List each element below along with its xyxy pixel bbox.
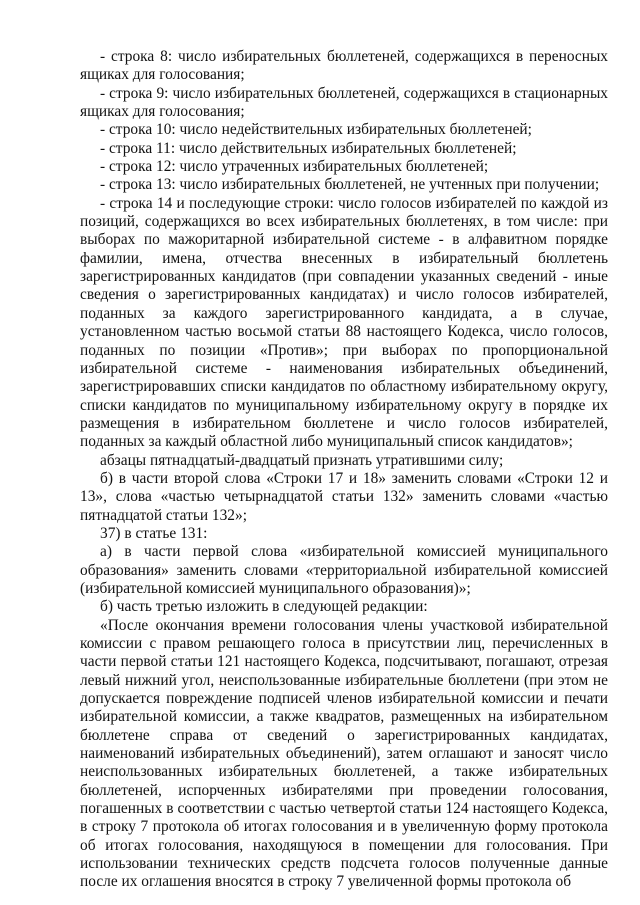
paragraph-article-131: 37) в статье 131: — [100, 524, 208, 542]
paragraph-part-three-intro: б) часть третью изложить в следующей редакции: — [100, 598, 428, 616]
document-page — [80, 48, 608, 892]
paragraph-line-12: - строка 12: число утраченных избирательных бюллетеней; — [100, 158, 489, 176]
paragraph-line-13: - строка 13: число избирательных бюллетеней, не учтенных при получении; — [100, 176, 600, 194]
paragraph-line-11: - строка 11: число действительных избирательных бюллетеней; — [100, 139, 517, 157]
paragraph-repeal: абзацы пятнадцатый-двадцатый признать утратившими силу; — [100, 451, 504, 469]
paragraph-part-two: б) в части второй слова «Строки 17 и 18» заменить словами «Строки 12 и 13», слова «частью четырнадцатой статьи 132» заменить словами «частью пятнадцатой статьи 132»; — [80, 469, 608, 524]
paragraph-part-three-text: «После окончания времени голосования члены участковой избирательной комиссии с правом решающего голоса в присутствии лиц, перечисленных в части первой статьи 121 настоящего Кодекса, подсчитывают, погашают, отрезая левый нижний угол, неиспользованные избирательные бюллетени (при этом не допускается повреждение подписей членов избирательной комиссии и печати избирательной комиссии, а также квадратов, размещенных на избирательном бюллетене справа от сведений о зарегистрированных кандидатах, наименований избирательных объединений), затем оглашают и заносят число неиспользованных избирательных бюллетеней, а также избирательных бюллетеней, испорченных избирателями при проведении голосования, погашенных в соответствии с частью четвертой статьи 124 настоящего Кодекса, в строку 7 протокола об итогах голосования и в увеличенную форму протокола об итогах голосования, находящуюся в помещении для голосования. При использовании технических средств подсчета голосов полученные данные после их оглашения вносятся в строку 7 увеличенной формы протокола об — [80, 616, 608, 891]
paragraph-line-10: - строка 10: число недействительных избирательных бюллетеней; — [100, 121, 532, 139]
paragraph-line-8: - строка 8: число избирательных бюллетеней, содержащихся в переносных ящиках для голосования; — [80, 48, 608, 84]
paragraph-line-9: - строка 9: число избирательных бюллетеней, содержащихся в стационарных ящиках для голосования; — [80, 84, 608, 121]
paragraph-line-14: - строка 14 и последующие строки: число голосов избирателей по каждой из позиций, содержащихся во всех избирательных бюллетенях, в том числе: при выборах по мажоритарной избирательной системе - в алфавитном порядке фамилии, имена, отчества внесенных в избирательный бюллетень зарегистрированных кандидатов (при совпадении указанных сведений - иные сведения о зарегистрированных кандидатах) и число голосов избирателей, поданных за каждого зарегистрированного кандидата, а в случае, установленном частью восьмой статьи 88 настоящего Кодекса, число голосов, поданных по позиции «Против»; при выборах по пропорциональной избирательной системе - наименования избирательных объединений, зарегистрировавших списки кандидатов по областному избирательному округу, списки кандидатов по муниципальному избирательному округу в порядке их размещения в избирательном бюллетене и число голосов избирателей, поданных за каждый областной либо муниципальный список кандидатов»; — [80, 194, 608, 451]
paragraph-part-one: а) в части первой слова «избирательной комиссией муниципального образования» заменить словами «территориальной избирательной комиссией (избирательной комиссией муниципального образования)»; — [80, 543, 608, 597]
